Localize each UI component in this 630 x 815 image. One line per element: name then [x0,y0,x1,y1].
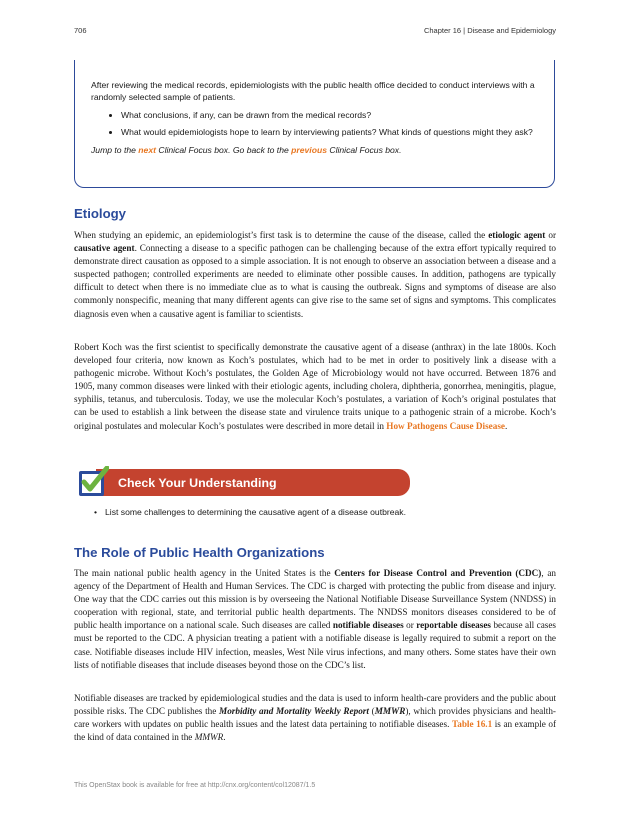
chapter-header: Chapter 16 | Disease and Epidemiology [423,26,556,35]
table-16-1-link[interactable]: Table 16.1 [451,719,493,730]
check-understanding-title: Check Your Understanding [118,476,277,490]
clinical-focus-intro: After reviewing the medical records, epidemiologists with the public health office decided to conduct interviews with a randomly selected sample of patients. [91,80,535,103]
public-health-heading: The Role of Public Health Organizations [74,545,325,560]
etiology-paragraph-2: Robert Koch was the first scientist to specifically demonstrate the causative agent of a disease (anthrax) in the late 1800s. Koch developed four criteria, now known as Koch’s postulates, which had to be met in order to positively link a disease with a pathogenic microbe. Without Koch’s postulates, the Golden Age of Microbiology would not have occurred. Between 1876 and 1905, many common diseases were linked with their etiologic agents, including cholera, diphtheria, gonorrhea, meningitis, plague, syphilis, tetanus, and tuberculosis. Today, we use the molecular Koch’s postulates, a variation of Koch’s original postulates that can be used to establish a link between the disease state and virulence traits unique to a pathogenic strain of a microbe. Koch’s original postulates and molecular Koch’s postulates were described in more detail in How Pathogens Cause Disease. [74,342,556,431]
list-item: • What would epidemiologists hope to learn by interviewing patients? What kinds of questions might they ask? [121,126,538,138]
list-item: • List some challenges to determining the causative agent of a disease outbreak. [94,507,406,517]
publication-title: Morbidity and Mortality Weekly Report [219,706,369,717]
check-understanding-list [94,507,406,517]
key-term: etiologic agent [488,230,546,240]
key-term: Centers for Disease Control and Prevention (CDC) [334,568,542,578]
public-health-paragraph-2: Notifiable diseases are tracked by epidemiological studies and the data is used to inform health-care providers and the public about possible risks. The CDC publishes the Morbidity and Mortality Weekly Report (MMWR), which provides physicians and health-care workers with updates on public health issues and the latest data pertaining to notifiable diseases. Table 16.1 is an example of the kind of data contained in the MMWR. [74,693,557,743]
etiology-paragraph-1: When studying an epidemic, an epidemiologist’s first task is to determine the cause of the disease, called the etiologic agent or causative agent. Connecting a disease to a specific pathogen can be challenging because of the extra effort typically required to demonstrate direct causation as opposed to a simple association. It is not enough to observe an association between a disease and a suspected pathogen; controlled experiments are needed to eliminate other possible causes. In addition, pathogens are typically difficult to detect when there is no immediate clue as to what is causing the outbreak. Signs and symptoms of disease are also commonly nonspecific, meaning that many different agents can give rise to the same set of signs and symptoms. This complicates diagnosis even when a causative agent is familiar to scientists. [74,230,557,319]
checkmark-icon [76,466,109,499]
clinical-focus-questions [91,109,538,137]
key-term: reportable diseases [416,620,492,631]
etiology-heading: Etiology [74,206,127,221]
publication-abbreviation: MMWR [194,732,224,743]
clinical-focus-navigation: Jump to the next Clinical Focus box. Go back to the previous Clinical Focus box. [91,144,402,155]
next-link[interactable]: next [138,144,156,155]
list-item: • What conclusions, if any, can be drawn from the medical records? [121,109,538,121]
page-number: 706 [74,26,87,35]
check-understanding-banner [76,466,411,499]
key-term: notifiable diseases [332,620,404,631]
clinical-focus-box [74,60,555,188]
key-term: causative agent [74,243,135,254]
footer-text: This OpenStax book is available for free at http://cnx.org/content/col12087/1.5 [74,782,316,789]
previous-link[interactable]: previous [291,144,327,155]
publication-abbreviation: MMWR [374,706,406,717]
pathogens-cause-disease-link[interactable]: How Pathogens Cause Disease [386,420,505,431]
public-health-paragraph-1: The main national public health agency in the United States is the Centers for Disease Control and Prevention (CDC), an agency of the Department of Health and Human Services. The CDC is charged with protecting the public from disease and injury. One way that the CDC carries out this mission is by overseeing the National Notifiable Disease Surveillance System (NNDSS) in cooperation with regional, state, and territorial public health departments. The NNDSS monitors diseases considered to be of public health importance on a national scale. Such diseases are called notifiable diseases or reportable diseases because all cases must be reported to the CDC. A physician treating a patient with a notifiable disease is legally required to submit a report on the case. Notifiable diseases include HIV infection, measles, West Nile virus infections, and many others. Some states have their own lists of notifiable diseases that include diseases beyond those on the CDC’s list. [74,568,557,670]
